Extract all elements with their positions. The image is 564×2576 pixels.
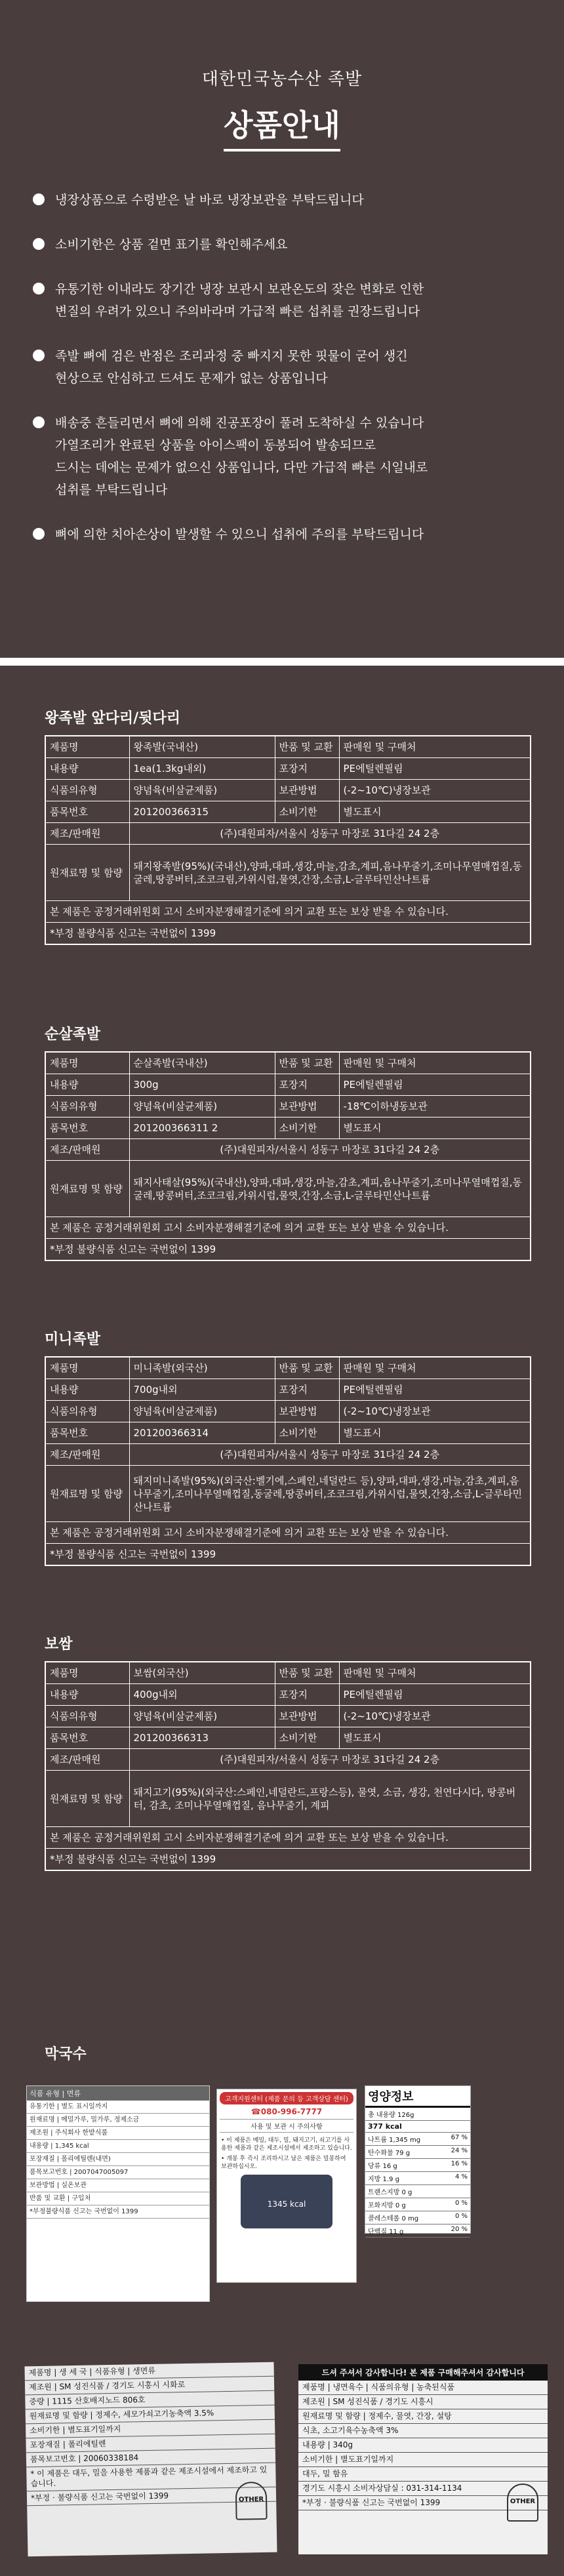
label-exchange: 반품 및 교환 (275, 1357, 339, 1379)
nutrient-name: 단백질 11 g (368, 2228, 404, 2236)
product-info-table (45, 1356, 531, 1566)
value-name: 왕족발(국내산) (129, 736, 275, 758)
value-maker: (주)대원피자/서울시 성동구 마장로 31다길 24 2층 (129, 1444, 531, 1466)
nutrition-row (365, 2172, 470, 2185)
nutrient-name: 콜레스테롤 0 mg (368, 2215, 419, 2223)
nutrient-name: 탄수화물 79 g (368, 2150, 411, 2157)
nutrient-percent: 0 % (454, 2213, 468, 2220)
compensation-notice: 본 제품은 공정거래위원회 고시 소비자분쟁해결기준에 의거 교환 또는 보상 받을 수 있습니다. (45, 1522, 531, 1544)
box-label-row: *부정불량식품 신고는 국번없이 1399 (27, 2205, 209, 2219)
value-packaging: PE에틸렌필림 (339, 1684, 531, 1706)
bullet-icon (33, 193, 45, 205)
value-exchange: 판매원 및 구매처 (339, 736, 531, 758)
report-hotline: *부정 불량식품 신고는 국번없이 1399 (45, 923, 531, 945)
product-info-table (45, 1661, 531, 1871)
value-exchange: 판매원 및 구매처 (339, 1357, 531, 1379)
page-title: 상품안내 (224, 102, 340, 151)
package-label-row: 포장재질 | 폴리에틸렌 (26, 2434, 275, 2453)
label-ingredients: 원재료명 및 함량 (45, 1161, 129, 1217)
nutrient-percent: 67 % (451, 2134, 468, 2141)
value-type: 양념육(비살균제품) (129, 1706, 275, 1727)
product-title: 미니족발 (45, 1331, 101, 1348)
label-maker: 제조/판매원 (45, 1749, 129, 1771)
nutrient-percent: 16 % (451, 2160, 468, 2167)
nutrition-row (365, 2159, 470, 2172)
value-storage: -18℃이하냉동보관 (339, 1096, 531, 1117)
value-report-no: 201200366314 (129, 1422, 275, 1444)
recycle-mark-icon: OTHER (507, 2484, 538, 2522)
label-type: 식품의유형 (45, 1401, 129, 1422)
value-packaging: PE에틸렌필림 (339, 758, 531, 780)
value-weight: 700g내외 (129, 1379, 275, 1401)
label-packaging: 포장지 (275, 1379, 339, 1401)
bullet-icon (33, 528, 45, 540)
label-exchange: 반품 및 교환 (275, 736, 339, 758)
notice-text: 가열조리가 완료된 상품을 아이스팩이 동봉되어 발송되므로 (55, 438, 376, 453)
box-label-head: 식품 유형 | 면류 (27, 2086, 209, 2101)
nutrient-name: 포화지방 0 g (368, 2202, 406, 2209)
package-label-row: 원재료명 및 함량 | 정제수, 세모가쇠고기농축액 3.5% (26, 2405, 275, 2425)
product-info-table (45, 1051, 531, 1261)
label-expiry: 소비기한 (275, 1422, 339, 1444)
nutrition-row (365, 2224, 470, 2238)
label-expiry: 소비기한 (275, 1727, 339, 1749)
value-weight: 1ea(1.3kg내외) (129, 758, 275, 780)
value-ingredients: 돼지고기(95%)(외국산:스페인,네덜란드,프랑스등), 물엿, 소금, 생강, 천연다시다, 땅콩버터, 감초, 조미나무열매껍질, 음나무줄기, 계피 (129, 1771, 531, 1827)
nutrition-row (365, 2133, 470, 2146)
label-storage: 보관방법 (275, 780, 339, 801)
value-name: 순살족발(국내산) (129, 1052, 275, 1074)
label-type: 식품의유형 (45, 1706, 129, 1727)
value-name: 미니족발(외국산) (129, 1357, 275, 1379)
package-label-row: 소비기한 | 별도표기일까지 (298, 2453, 548, 2467)
value-name: 보쌈(외국산) (129, 1662, 275, 1684)
recycle-mark-icon: OTHER (235, 2482, 268, 2520)
product-title: 순살족발 (45, 1026, 101, 1043)
label-weight: 내용량 (45, 1684, 129, 1706)
notice-text: 족발 뼈에 검은 반점은 조리과정 중 빠지지 못한 핏물이 굳어 생긴 (55, 349, 408, 363)
customer-center-bar: 고객지원센터 (제품 문의 등 고객상담 센터) (220, 2092, 353, 2104)
value-maker: (주)대원피자/서울시 성동구 마장로 31다길 24 2층 (129, 1749, 531, 1771)
noodle-section (45, 2043, 531, 2071)
nutrient-name: 당류 16 g (368, 2163, 397, 2170)
label-storage: 보관방법 (275, 1096, 339, 1117)
box-label-row: 포장재질 | 폴리에틸렌(내면) (27, 2153, 209, 2166)
box-label-row: 원재료명 | 메밀가루, 밀가루, 정제소금 (27, 2114, 209, 2127)
label-storage: 보관방법 (275, 1706, 339, 1727)
product-section (45, 1633, 531, 1871)
package-label-row: 제조원 | SM 성진식품 / 경기도 시흥시 시화로 (25, 2377, 274, 2396)
broth-package-photo (298, 2364, 548, 2554)
package-label-row: 원재료명 및 함량 | 정제수, 물엿, 간장, 설탕 (298, 2409, 548, 2424)
nutrient-percent: 20 % (451, 2226, 468, 2233)
package-label-row: 품목보고번호 | 20060338184 (26, 2449, 275, 2468)
noodle-package-photo (24, 2362, 277, 2557)
label-expiry: 소비기한 (275, 801, 339, 823)
noodle-photos (26, 2085, 538, 2308)
label-ingredients: 원재료명 및 함량 (45, 1771, 129, 1827)
value-report-no: 201200366315 (129, 801, 275, 823)
notice-text: 현상으로 안심하고 드셔도 문제가 없는 상품입니다 (55, 371, 328, 386)
bullet-icon (33, 283, 45, 294)
label-name: 제품명 (45, 1662, 129, 1684)
nutrient-name: 나트륨 1,345 mg (368, 2137, 421, 2144)
nutrient-percent: 0 % (454, 2200, 468, 2207)
product-info-table (45, 735, 531, 945)
notice-text: 뼈에 의한 치아손상이 발생할 수 있으니 섭취에 주의를 부탁드립니다 (55, 527, 424, 542)
value-storage: (-2~10℃)냉장보관 (339, 780, 531, 801)
label-name: 제품명 (45, 1052, 129, 1074)
label-exchange: 반품 및 교환 (275, 1662, 339, 1684)
value-exchange: 판매원 및 구매처 (339, 1662, 531, 1684)
nutrient-percent: 24 % (451, 2147, 468, 2154)
report-hotline: *부정 불량식품 신고는 국번없이 1399 (45, 1239, 531, 1261)
value-maker: (주)대원피자/서울시 성동구 마장로 31다길 24 2층 (129, 1139, 531, 1161)
nutrition-kcal: 377 kcal (365, 2121, 470, 2133)
package-label-row: *부정 · 불량식품 신고는 국번없이 1399 (27, 2487, 276, 2506)
notice-text: 섭취를 부탁드립니다 (55, 483, 168, 497)
label-expiry: 소비기한 (275, 1117, 339, 1139)
value-expiry: 별도표시 (339, 1117, 531, 1139)
caution-heading: 사용 및 보관 시 주의사항 (220, 2119, 353, 2133)
label-storage: 보관방법 (275, 1401, 339, 1422)
report-hotline: *부정 불량식품 신고는 국번없이 1399 (45, 1849, 531, 1871)
box-label-row: 반품 및 교환 | 구입처 (27, 2192, 209, 2205)
value-storage: (-2~10℃)냉장보관 (339, 1706, 531, 1727)
label-report-no: 품목번호 (45, 801, 129, 823)
label-report-no: 품목번호 (45, 1727, 129, 1749)
label-weight: 내용량 (45, 758, 129, 780)
package-label-row: 식초, 소고기육수농축액 3% (298, 2424, 548, 2438)
nutrient-name: 지방 1.9 g (368, 2176, 399, 2183)
box-label-row: 보관방법 | 실온보관 (27, 2179, 209, 2192)
brand-name: 대한민국농수산 족발 (201, 70, 363, 89)
label-ingredients: 원재료명 및 함량 (45, 845, 129, 901)
value-expiry: 별도표시 (339, 801, 531, 823)
notice-item (31, 345, 543, 390)
notice-text: 드시는 데에는 문제가 없으신 상품입니다, 다만 가급적 빠른 시일내로 (55, 460, 428, 475)
caution-text-2: • 개봉 후 즉시 조리하시고 남은 제품은 밀봉하여 보관하십시오. (221, 2156, 346, 2170)
package-label-row: 대두, 밀 함유 (298, 2467, 548, 2482)
label-packaging: 포장지 (275, 1684, 339, 1706)
notice-text: 유통기한 이내라도 장기간 냉장 보관시 보관온도의 잦은 변화로 인한 (55, 282, 424, 296)
package-label-row: * 이 제품은 대두, 밀을 사용한 제품과 같은 제조시설에서 제조하고 있습니다. (26, 2463, 276, 2492)
label-ingredients: 원재료명 및 함량 (45, 1466, 129, 1522)
product-section (45, 707, 531, 945)
value-packaging: PE에틸렌필림 (339, 1379, 531, 1401)
notice-item (31, 278, 543, 323)
label-packaging: 포장지 (275, 758, 339, 780)
box-label-row: 품목보고번호 | 2007047005097 (27, 2166, 209, 2179)
label-type: 식품의유형 (45, 1096, 129, 1117)
package-label-row: 제조원 | SM 성진식품 / 경기도 시흥시 (298, 2395, 548, 2409)
package-label-row: 내용량 | 340g (298, 2438, 548, 2453)
value-storage: (-2~10℃)냉장보관 (339, 1401, 531, 1422)
value-type: 양념육(비살균제품) (129, 780, 275, 801)
product-section (45, 1328, 531, 1566)
package-label-row: 중량 | 1115 산호배지노드 806호 (25, 2391, 274, 2410)
label-exchange: 반품 및 교환 (275, 1052, 339, 1074)
bullet-icon (33, 416, 45, 428)
divider (0, 658, 564, 666)
notice-item (31, 189, 543, 211)
value-maker: (주)대원피자/서울시 성동구 마장로 31다길 24 2층 (129, 823, 531, 845)
value-weight: 400g내외 (129, 1684, 275, 1706)
value-ingredients: 돼지왕족발(95%)(국내산),양파,대파,생강,마늘,감초,계피,음나무줄기,조미나무열매껍질,동굴레,땅콩버터,조코크림,카위시럽,물엿,간장,소금,L-글루타민산나트륨 (129, 845, 531, 901)
value-expiry: 별도표시 (339, 1422, 531, 1444)
label-name: 제품명 (45, 736, 129, 758)
broth-package-banner: 드셔 주셔서 감사합니다! 본 제품 구매해주셔서 감사합니다 (298, 2364, 548, 2381)
notice-text: 소비기한은 상품 겉면 표기를 확인해주세요 (55, 237, 288, 252)
value-report-no: 201200366313 (129, 1727, 275, 1749)
box-label-row: 내용량 | 1,345 kcal (27, 2140, 209, 2153)
nutrition-facts (365, 2085, 471, 2234)
label-weight: 내용량 (45, 1074, 129, 1096)
report-hotline: *부정 불량식품 신고는 국번없이 1399 (45, 1544, 531, 1566)
nutrient-name: 트랜스지방 0 g (368, 2189, 413, 2196)
value-weight: 300g (129, 1074, 275, 1096)
box-label-row: 유통기한 | 별도 표시일까지 (27, 2101, 209, 2114)
noodle-box-label (26, 2085, 210, 2302)
value-packaging: PE에틸렌필림 (339, 1074, 531, 1096)
customer-info-label (216, 2089, 357, 2283)
package-label-row: 제품명 | 생 세 국 | 식품유형 | 생면류 (24, 2362, 273, 2381)
nutrition-row (365, 2185, 470, 2198)
bullet-icon (33, 238, 45, 250)
value-ingredients: 돼지미니족발(95%)(외국산:벨기에,스페인,네덜란드 등),양파,대파,생강,마늘,감초,계피,음나무줄기,조미나무열매껍질,동굴레,땅콩버터,조코크림,카위시럽,물엿,간장,소금,L-글루타민산나트륨 (129, 1466, 531, 1522)
value-type: 양념육(비살균제품) (129, 1096, 275, 1117)
nutrition-title: 영양정보 (365, 2086, 470, 2108)
notice-text: 변질의 우려가 있으니 주의바라며 가급적 빠른 섭취를 권장드립니다 (55, 304, 420, 319)
nutrition-row (365, 2198, 470, 2211)
nutrition-row (365, 2211, 470, 2224)
value-exchange: 판매원 및 구매처 (339, 1052, 531, 1074)
customer-phone: ☎080-996-7777 (251, 2107, 323, 2116)
package-label-row: 제품명 | 냉면육수 | 식품의유형 | 농축된식품 (298, 2381, 548, 2395)
nutrient-percent: 4 % (454, 2173, 468, 2181)
label-report-no: 품목번호 (45, 1422, 129, 1444)
package-label-row: 경기도 시흥시 소비자상담실 : 031-314-1134 (298, 2482, 548, 2496)
package-label-row: *부정 · 불량식품 신고는 국번없이 1399 (298, 2496, 548, 2510)
value-expiry: 별도표시 (339, 1727, 531, 1749)
notice-list (31, 189, 543, 568)
label-report-no: 품목번호 (45, 1117, 129, 1139)
notice-text: 배송중 흔들리면서 뼈에 의해 진공포장이 풀려 도착하실 수 있습니다 (55, 416, 424, 430)
box-label-row: 제조원 | 주식회사 한밭식품 (27, 2127, 209, 2140)
label-type: 식품의유형 (45, 780, 129, 801)
noodle-title: 막국수 (45, 2046, 87, 2063)
label-maker: 제조/판매원 (45, 1139, 129, 1161)
value-ingredients: 돼지사태살(95%)(국내산),양파,대파,생강,마늘,감초,계피,음나무줄기,조미나무열매껍질,동굴레,땅콩버터,조코크림,카위시럽,물엿,간장,소금,L-글루타민산나트륨 (129, 1161, 531, 1217)
calorie-gauge (241, 2175, 332, 2228)
product-section (45, 1023, 531, 1261)
product-title: 보쌈 (45, 1636, 73, 1653)
page-header (0, 66, 564, 151)
label-maker: 제조/판매원 (45, 823, 129, 845)
caution-text-1: • 이 제품은 메밀, 대두, 밀, 돼지고기, 쇠고기를 사용한 제품과 같은 제조시설에서 제조하고 있습니다. (221, 2137, 352, 2152)
value-type: 양념육(비살균제품) (129, 1401, 275, 1422)
notice-item (31, 412, 543, 501)
compensation-notice: 본 제품은 공정거래위원회 고시 소비자분쟁해결기준에 의거 교환 또는 보상 받을 수 있습니다. (45, 1217, 531, 1239)
compensation-notice: 본 제품은 공정거래위원회 고시 소비자분쟁해결기준에 의거 교환 또는 보상 받을 수 있습니다. (45, 901, 531, 923)
notice-item (31, 233, 543, 256)
compensation-notice: 본 제품은 공정거래위원회 고시 소비자분쟁해결기준에 의거 교환 또는 보상 받을 수 있습니다. (45, 1827, 531, 1849)
calorie-gauge-value: 1345 kcal (267, 2200, 306, 2209)
nutrition-row (365, 2146, 470, 2159)
label-packaging: 포장지 (275, 1074, 339, 1096)
label-maker: 제조/판매원 (45, 1444, 129, 1466)
label-name: 제품명 (45, 1357, 129, 1379)
nutrition-total: 총 내용량 126g (365, 2108, 470, 2121)
notice-text: 냉장상품으로 수령받은 날 바로 냉장보관을 부탁드립니다 (55, 193, 364, 207)
notice-item (31, 523, 543, 546)
value-report-no: 201200366311 2 (129, 1117, 275, 1139)
bullet-icon (33, 350, 45, 361)
label-weight: 내용량 (45, 1379, 129, 1401)
product-title: 왕족발 앞다리/뒷다리 (45, 710, 180, 727)
package-label-row: 소비기한 | 별도표기일까지 (26, 2420, 275, 2439)
